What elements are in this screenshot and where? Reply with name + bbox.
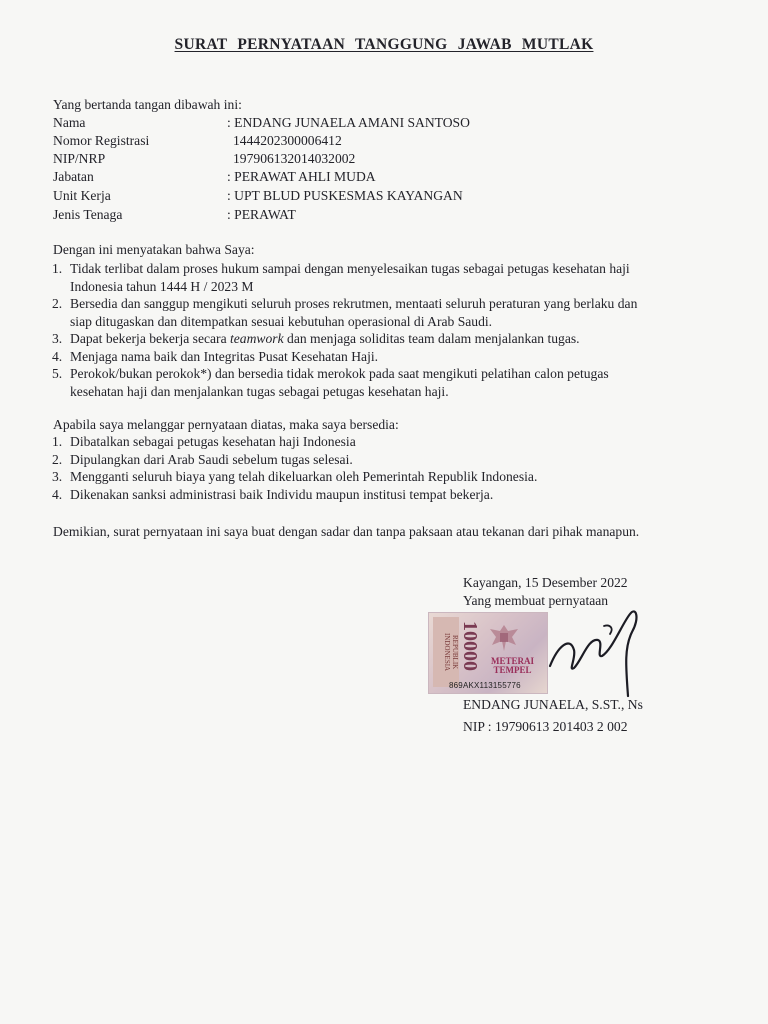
item-number: 4. <box>52 486 63 502</box>
field-value-nomor-registrasi: 1444202300006412 <box>233 133 342 148</box>
item-text: Dipulangkan dari Arab Saudi sebelum tugas selesai. <box>70 451 353 467</box>
item-number: 2. <box>52 296 63 311</box>
maker-label: Yang membuat pernyataan <box>463 593 609 608</box>
item-number: 1. <box>52 434 63 449</box>
list-item <box>52 348 637 366</box>
item-text: Tidak terlibat dalam proses hukum sampai dengan menyelesaikan tugas sebagai petugas kesehatan haji <box>70 261 630 276</box>
list-item <box>52 330 637 348</box>
field-value-jabatan: : PERAWAT AHLI MUDA <box>227 169 376 184</box>
field-value-nip: 197906132014032002 <box>233 151 356 166</box>
list-item <box>52 451 537 469</box>
item-text: Indonesia tahun 1444 H / 2023 M <box>70 278 254 294</box>
signature-icon <box>540 598 650 708</box>
field-label-nomor-registrasi: Nomor Registrasi <box>53 133 150 148</box>
list-item <box>52 468 537 486</box>
field-label-nip: NIP/NRP <box>53 151 106 166</box>
stamp-side-text: REPUBLIK INDONESIA <box>433 617 459 687</box>
item-text: siap ditugaskan dan ditempatkan sesuai kebutuhan operasional di Arab Saudi. <box>70 313 493 329</box>
stamp-label <box>491 657 534 675</box>
stamp-label-line1: METERAI <box>491 656 535 666</box>
field-value-nama: : ENDANG JUNAELA AMANI SANTOSO <box>227 115 470 130</box>
violation-intro: Apabila saya melanggar pernyataan diatas, maka saya bersedia: <box>53 417 399 432</box>
statement-intro: Dengan ini menyatakan bahwa Saya: <box>53 242 255 257</box>
field-label-unit-kerja: Unit Kerja <box>53 188 111 203</box>
item-text-pre: Dapat bekerja bekerja secara <box>70 331 230 346</box>
stamp-serial: 869AKX113155776 <box>449 681 521 690</box>
document-title: SURAT PERNYATAAN TANGGUNG JAWAB MUTLAK <box>174 36 594 53</box>
field-label-jabatan: Jabatan <box>53 169 94 184</box>
field-value-unit-kerja: : UPT BLUD PUSKESMAS KAYANGAN <box>227 188 463 203</box>
meterai-stamp <box>428 612 548 694</box>
item-number: 1. <box>52 261 63 276</box>
list-item <box>52 365 637 400</box>
item-number: 3. <box>52 469 63 484</box>
item-number: 3. <box>52 331 63 346</box>
list-item <box>52 486 537 504</box>
item-text: Dikenakan sanksi administrasi baik Individu maupun institusi tempat bekerja. <box>70 486 494 502</box>
item-text: Dibatalkan sebagai petugas kesehatan haji Indonesia <box>70 434 356 449</box>
violation-list <box>52 433 537 503</box>
item-text-post: dan menjaga soliditas team dalam menjalankan tugas. <box>283 331 580 346</box>
item-number: 2. <box>52 451 63 467</box>
item-text: Menjaga nama baik dan Integritas Pusat Kesehatan Haji. <box>70 348 379 364</box>
garuda-emblem-icon <box>484 621 524 657</box>
stamp-label-line2: TEMPEL <box>493 665 532 675</box>
item-text: Mengganti seluruh biaya yang telah dikeluarkan oleh Pemerintah Republik Indonesia. <box>70 469 538 484</box>
list-item <box>52 433 537 451</box>
signer-name: ENDANG JUNAELA, S.ST., Ns <box>463 697 643 712</box>
list-item <box>52 295 637 330</box>
field-label-jenis-tenaga: Jenis Tenaga <box>53 207 123 222</box>
item-text: kesehatan haji dan menjalankan tugas sebagai petugas kesehatan haji. <box>70 383 449 399</box>
statement-list <box>52 260 637 400</box>
stamp-value: 10000 <box>459 621 481 671</box>
list-item <box>52 260 637 295</box>
item-text: Bersedia dan sanggup mengikuti seluruh proses rekrutmen, mentaati seluruh peraturan yang berlaku dan <box>70 296 638 311</box>
item-text <box>70 330 637 348</box>
signer-nip: NIP : 19790613 201403 2 002 <box>463 719 628 734</box>
item-text: Perokok/bukan perokok*) dan bersedia tidak merokok pada saat mengikuti pelatihan calon petugas <box>70 366 609 381</box>
item-number: 5. <box>52 366 63 381</box>
place-date: Kayangan, 15 Desember 2022 <box>463 575 628 590</box>
closing-statement: Demikian, surat pernyataan ini saya buat dengan sadar dan tanpa paksaan atau tekanan dari pihak manapun. <box>53 524 640 539</box>
field-value-jenis-tenaga: : PERAWAT <box>227 207 296 222</box>
field-label-nama: Nama <box>53 115 86 130</box>
intro-text: Yang bertanda tangan dibawah ini: <box>53 97 242 112</box>
item-text-emphasis: teamwork <box>230 331 284 346</box>
item-number: 4. <box>52 348 63 364</box>
